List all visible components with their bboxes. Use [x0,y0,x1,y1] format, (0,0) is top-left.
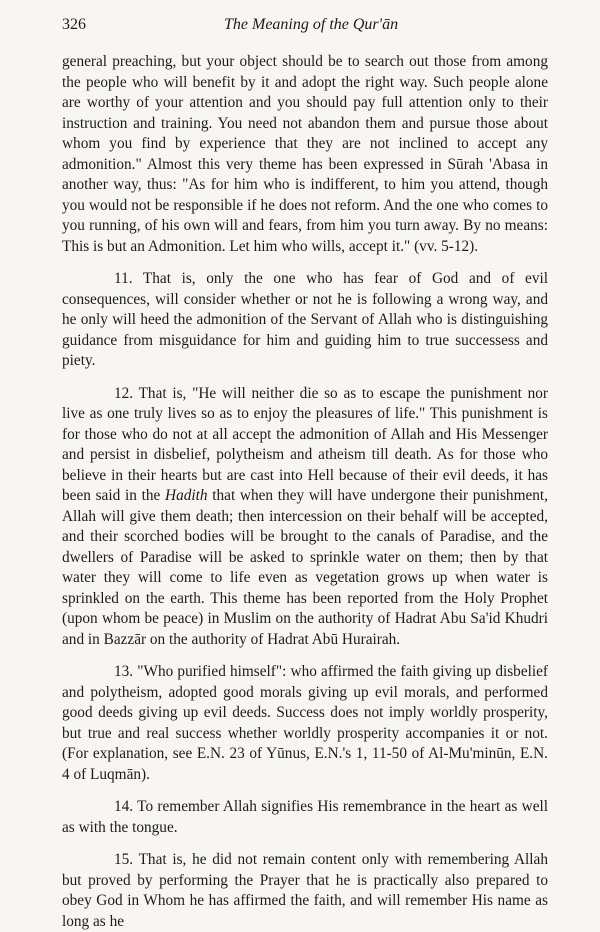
paragraph-note-15: 15. That is, he did not remain content only with remembering Allah but proved by performing the Prayer that he is practically also prepared to obey God in Whom he has affirmed the faith, and will remember His name as long as he [62,851,548,930]
page-header [62,16,558,40]
paragraph-continuation: general preaching, but your object should be to search out those from among the people who will benefit by it and adopt the right way. Such people alone are worthy of your attention and you should pay full attention only to their instruction and training. You need not abandon them and pursue those about whom you find by experience that they are not inclined to accept any admonition." Almost this very theme has been expressed in Sūrah 'Abasa in another way, thus: "As for him who is indifferent, to him you attend, though you would not be responsible if he does not reform. And the one who comes to you running, of his own will and fears, from him you turn away. By no means: This is but an Admonition. Let him who wills, accept it." (vv. 5-12). [62,53,548,255]
page-number: 326 [62,16,86,33]
hadith-italic-word: Hadith [165,487,208,504]
paragraph-note-14: 14. To remember Allah signifies His remembrance in the heart as well as with the tongue. [62,798,548,836]
paragraph-note-12 [62,384,548,651]
paragraph-note-11: 11. That is, only the one who has fear of God and of evil consequences, will consider whether or not he is following a wrong way, and he only will heed the admonition of the Servant of Allah who is distinguishing guidance from misguidance for him and guiding him to true successess and piety. [62,270,548,369]
paragraph-note-13: 13. "Who purified himself": who affirmed the faith giving up disbelief and polytheism, adopted good morals giving up evil morals, and performed good deeds giving up evil deeds. Success does not imply worldly prosperity, but true and real success whether worldly prosperity accompanies it or not. (For explanation, see E.N. 23 of Yūnus, E.N.'s 1, 11-50 of Al-Mu'minūn, E.N. 4 of Luqmān). [62,663,548,783]
page-body [62,44,548,932]
note-12-text-before: 12. That is, "He will neither die so as to escape the punishment nor live as one truly lives so as to enjoy the pleasures of life." This punishment is for those who do not at all accept the admonition of Allah and His Messenger and persist in disbelief, polytheism and atheism till death. As for those who believe in their hearts but are cast into Hell because of their evil deeds, it has been said in the [62,384,548,504]
note-12-text-after: that when they will have undergone their punishment, Allah will give them death; then intercession on their behalf will be accepted, and their scorched bodies will be brought to the canals of Paradise, and the dwellers of Paradise will be asked to sprinkle water on them; then by that water they will come to life even as vegetation grows up when water is sprinkled on the earth. This theme has been reported from the Holy Prophet (upon whom be peace) in Muslim on the authority of Hadrat Abu Sa'id Khudri and in Bazzār on the authority of Hadrat Abū Hurairah. [62,487,548,648]
running-title: The Meaning of the Qur'ān [224,16,399,33]
